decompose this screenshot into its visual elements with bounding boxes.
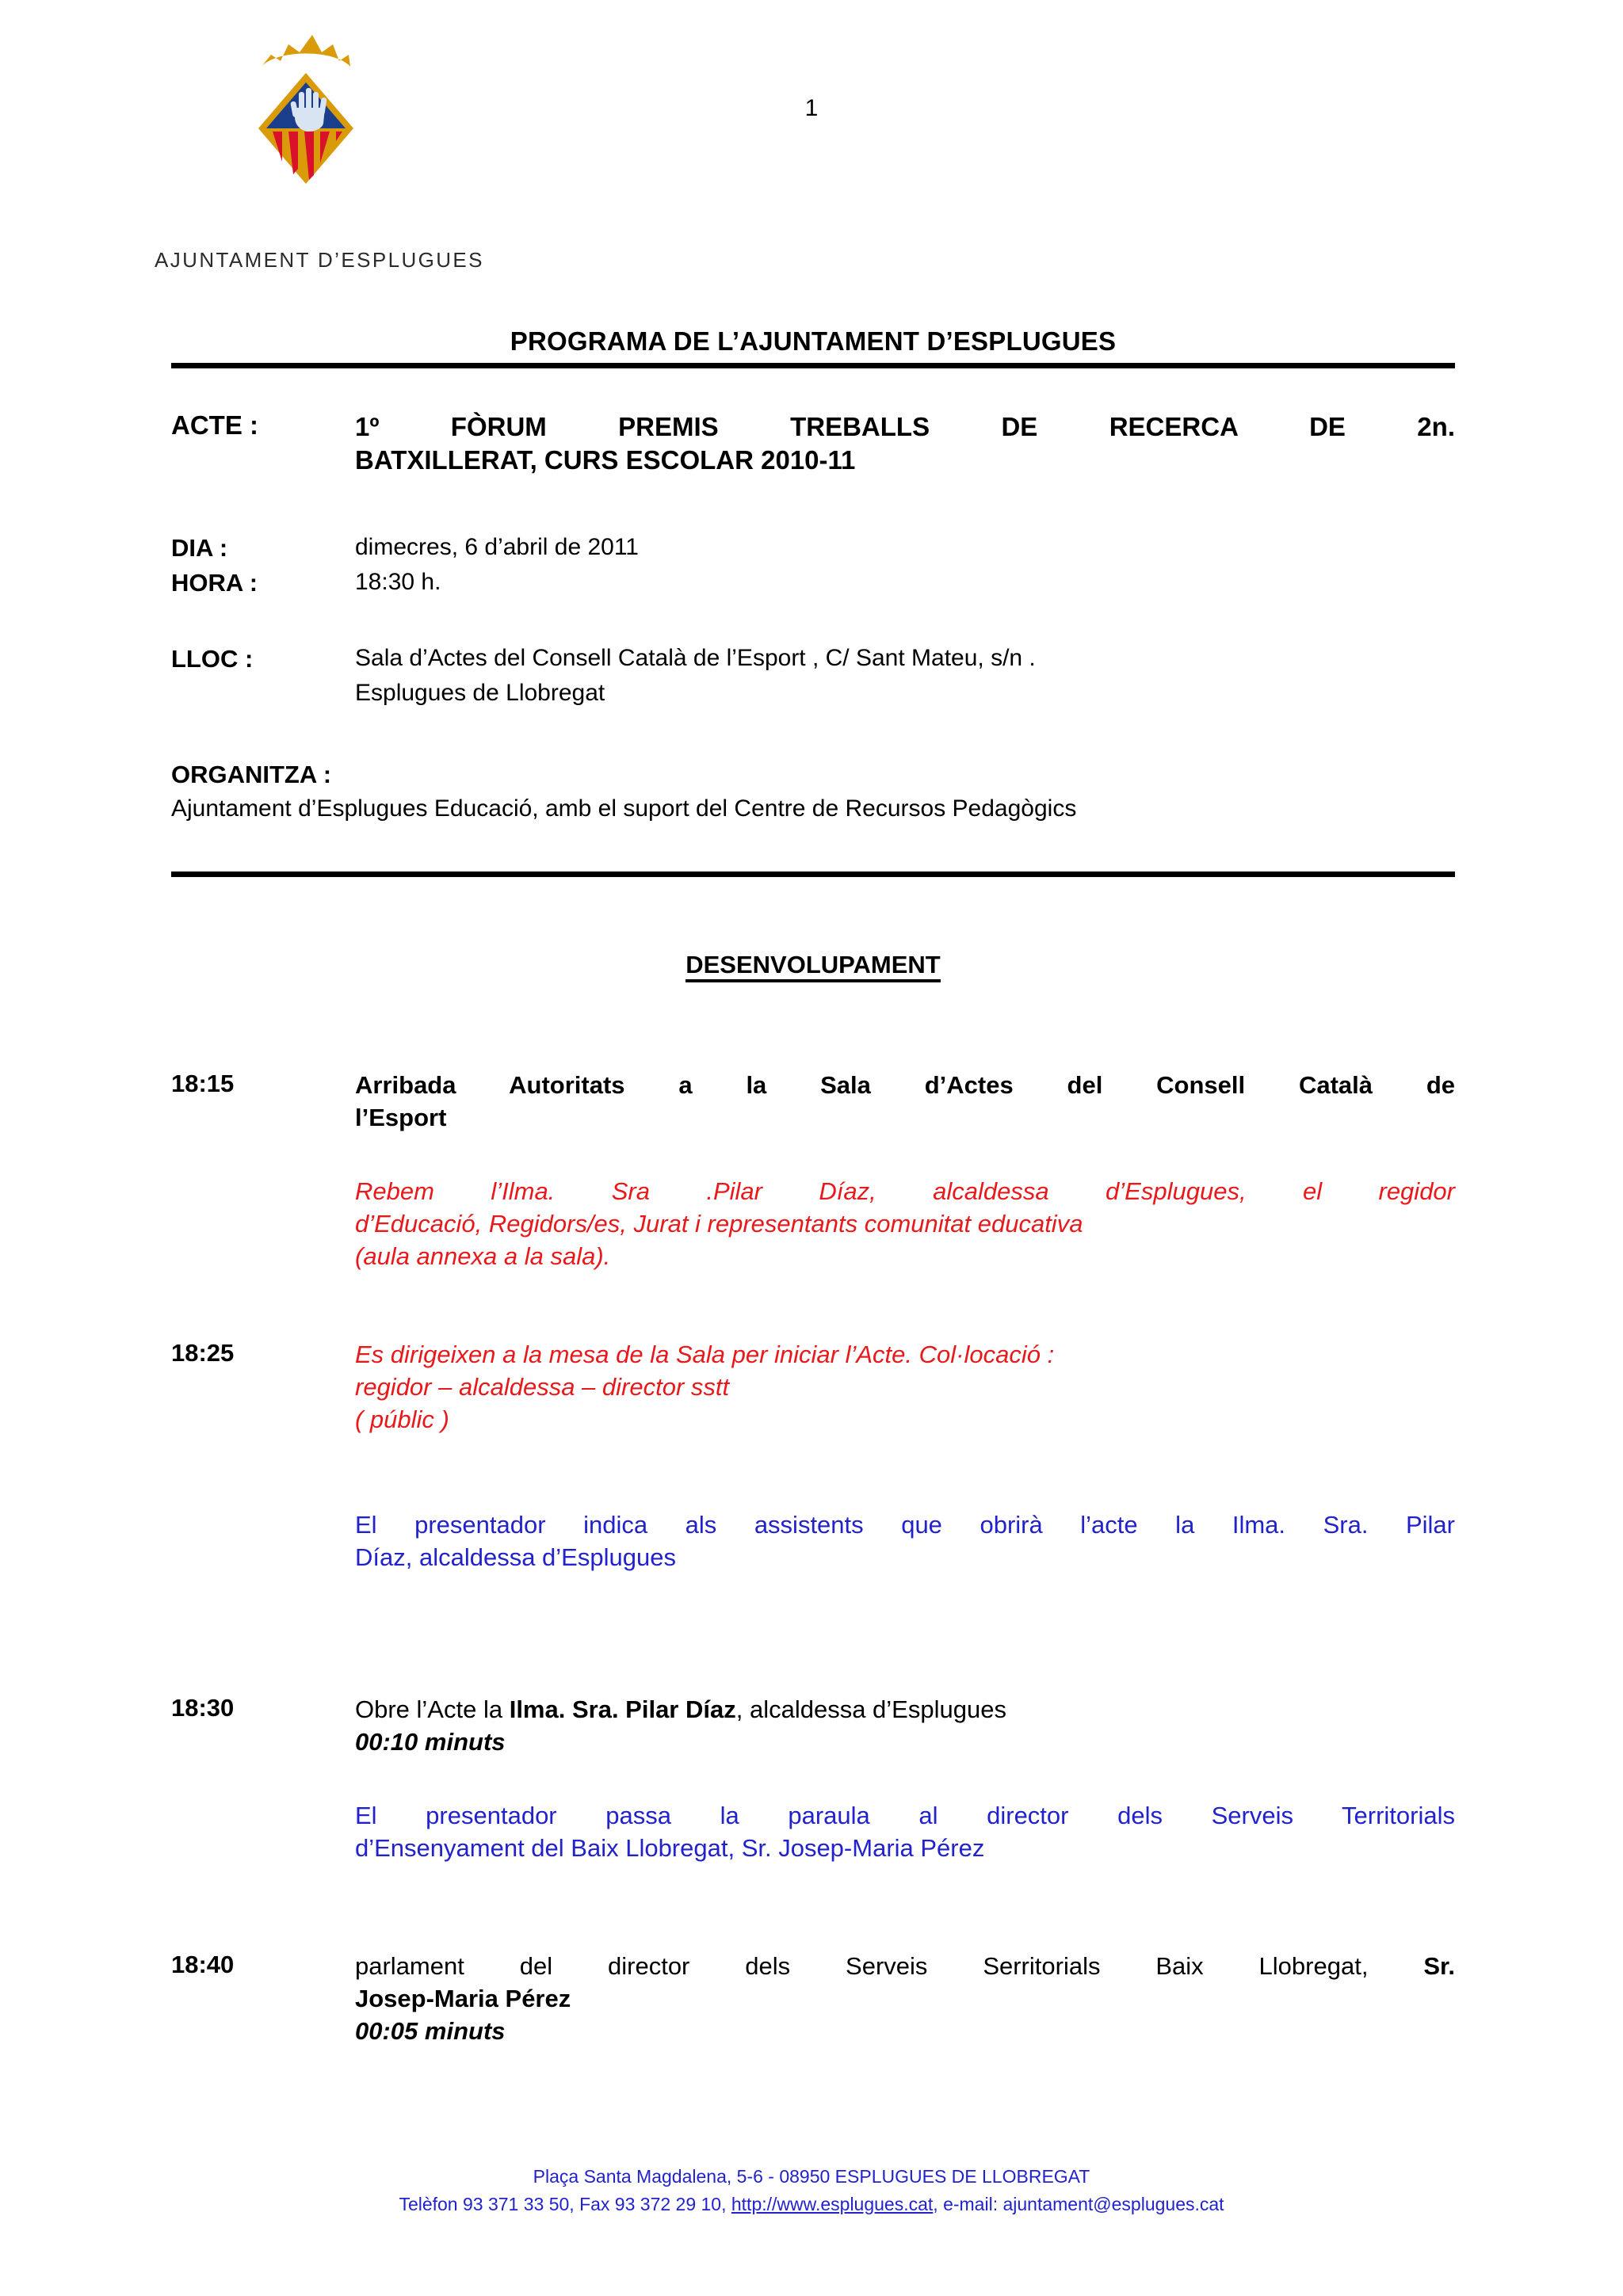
lloc-value-line2: Esplugues de Llobregat: [355, 680, 605, 706]
section-heading-desenvolupament: [171, 951, 1455, 979]
dia-value: dimecres, 6 d’abril de 2011: [355, 534, 639, 560]
schedule-note-red-line1: Es dirigeixen a la mesa de la Sala per iniciar l’Acte. Col·locació :: [355, 1341, 1055, 1368]
schedule-time: 18:30: [171, 1694, 235, 1722]
page-header: [0, 0, 1623, 285]
schedule-title-line1: Arribada Autoritats a la Sala d’Actes del Consell Català de: [355, 1071, 1455, 1099]
section-heading-label: DESENVOLUPAMENT: [685, 951, 941, 982]
hora-value: 18:30 h.: [355, 569, 441, 595]
acte-value-line2: BATXILLERAT, CURS ESCOLAR 2010-11: [355, 445, 856, 475]
organitza-label: ORGANITZA :: [171, 761, 332, 788]
organization-logo: [155, 30, 487, 272]
schedule-duration: 00:05 minuts: [355, 2016, 506, 2045]
schedule-title-plain-a: parlament del director dels Serveis Serritorials Baix Llobregat,: [355, 1952, 1424, 1980]
schedule-body: [355, 1694, 1455, 1865]
schedule-title-plain-b: , alcaldessa d’Esplugues: [735, 1695, 1006, 1723]
organitza-value: Ajuntament d’Esplugues Educació, amb el suport del Centre de Recursos Pedagògics: [171, 795, 1077, 822]
schedule-title-line2: l’Esport: [355, 1103, 447, 1131]
schedule-title-bold: Ilma. Sra. Pilar Díaz: [509, 1695, 736, 1723]
spacer: [355, 1436, 1455, 1509]
divider-top: [171, 363, 1455, 368]
schedule-body: [355, 1070, 1455, 1273]
lloc-label: LLOC :: [171, 645, 254, 673]
schedule-note-red-line1: Rebem l’Ilma. Sra .Pilar Díaz, alcaldessa d’Esplugues, el regidor: [355, 1177, 1455, 1205]
schedule-title-line1: [355, 1694, 1455, 1726]
footer-website-link[interactable]: http://www.esplugues.cat: [731, 2193, 934, 2214]
spacer: [355, 1135, 1455, 1176]
page-footer: [0, 2163, 1623, 2218]
schedule-note-blue-line1: El presentador passa la paraula al director dels Serveis Territorials: [355, 1801, 1455, 1829]
dia-label: DIA :: [171, 534, 228, 562]
hora-label: HORA :: [171, 569, 258, 597]
footer-address: Plaça Santa Magdalena, 5-6 - 08950 ESPLUGUES DE LLOBREGAT: [533, 2166, 1090, 2187]
schedule-note-blue-line2: d’Ensenyament del Baix Llobregat, Sr. Josep-Maria Pérez: [355, 1833, 985, 1862]
lloc-value-line1: Sala d’Actes del Consell Català de l’Esport , C/ Sant Mateu, s/n .: [355, 645, 1036, 671]
footer-contact-post: , e-mail: ajuntament@esplugues.cat: [933, 2193, 1224, 2214]
spacer: [355, 1759, 1455, 1800]
schedule-note-blue-line1: El presentador indica als assistents que obrirà l’acte la Ilma. Sra. Pilar: [355, 1510, 1455, 1539]
footer-contact-pre: Telèfon 93 371 33 50, Fax 93 372 29 10,: [399, 2193, 731, 2214]
divider-bottom: [171, 871, 1455, 877]
schedule-title-line1: [355, 1951, 1455, 1983]
schedule-note-red-line2: regidor – alcaldessa – director sstt: [355, 1372, 730, 1401]
schedule-note-red-line2: d’Educació, Regidors/es, Jurat i representants comunitat educativa: [355, 1209, 1083, 1238]
schedule-time: 18:40: [171, 1951, 235, 1978]
footer-contact: [0, 2191, 1623, 2218]
schedule-body: [355, 1951, 1455, 2048]
schedule-title-bold-a: Sr.: [1423, 1952, 1455, 1980]
schedule-time: 18:15: [171, 1070, 235, 1097]
page-number: 1: [804, 95, 819, 121]
acte-value: [355, 410, 1455, 477]
acte-label: ACTE :: [171, 410, 258, 440]
schedule-body: [355, 1339, 1455, 1574]
schedule-title-bold-b: Josep-Maria Pérez: [355, 1984, 571, 2012]
schedule-note-red-line3: (aula annexa a la sala).: [355, 1241, 611, 1270]
schedule-duration: 00:10 minuts: [355, 1727, 506, 1756]
page-title: PROGRAMA DE L’AJUNTAMENT D’ESPLUGUES: [510, 326, 1117, 356]
logo-wordmark: AJUNTAMENT D’ESPLUGUES: [155, 248, 484, 272]
schedule-title-plain-a: Obre l’Acte la: [355, 1695, 510, 1723]
schedule-time: 18:25: [171, 1339, 235, 1367]
schedule-note-red-line3: ( públic ): [355, 1405, 449, 1433]
schedule-note-blue-line2: Díaz, alcaldessa d’Esplugues: [355, 1543, 676, 1571]
acte-value-line1: 1º FÒRUM PREMIS TREBALLS DE RECERCA DE 2n.: [355, 412, 1455, 441]
